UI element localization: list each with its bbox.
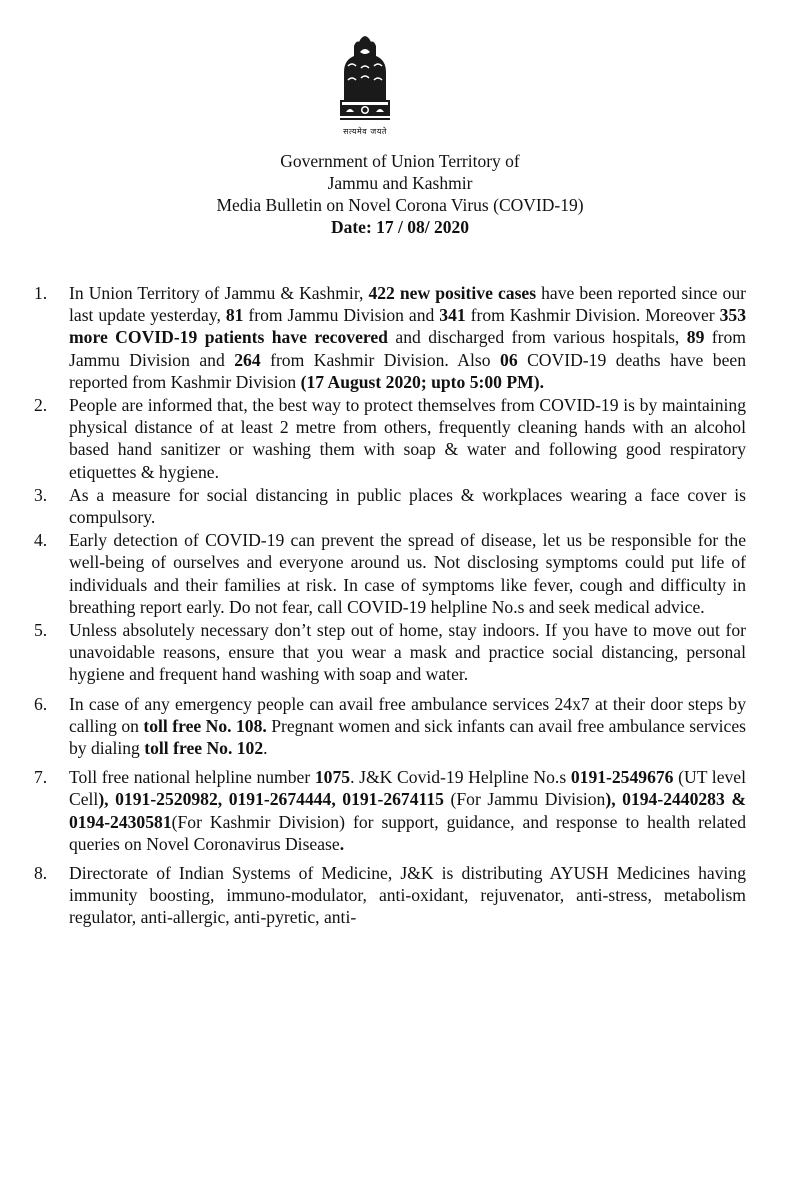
item-number: 4. <box>34 530 48 551</box>
item-text-bold: 0191-2549676 <box>570 767 674 788</box>
item-text: from Kashmir Division. Moreover <box>465 305 720 326</box>
header-bulletin-title: Media Bulletin on Novel Corona Virus (COVID-19) <box>216 195 584 215</box>
item-text: As a measure for social distancing in public places & workplaces wearing a face cover is compulsory. <box>69 484 746 528</box>
item-text-bold: 264 <box>234 349 261 370</box>
bulletin-item <box>34 394 746 483</box>
item-number: 6. <box>34 693 48 714</box>
item-text: have been reported since our last update yesterday, <box>69 283 746 326</box>
header-government-line: Government of Union Territory of <box>280 151 520 171</box>
bulletin-item <box>34 529 746 618</box>
item-text-bold: toll free No. 102 <box>144 738 264 759</box>
item-text: . <box>263 738 268 759</box>
bulletin-item-list <box>34 282 746 929</box>
item-text: from Kashmir Division. Also <box>260 349 501 370</box>
item-text: Early detection of COVID-19 can prevent the spread of disease, let us be responsible for the well-being of ourselves and everyone around us. Not disclosing symptoms could put life of individuals and their families at risk. In case of symptoms like fever, cough and difficulty in breathing report early. Do not fear, call COVID-19 helpline No.s and seek medical advice. <box>69 530 746 617</box>
item-number: 5. <box>34 620 48 641</box>
item-text: Pregnant women and sick infants can avail free ambulance services by dialing <box>69 715 746 759</box>
item-text-bold: 81 <box>225 305 244 326</box>
item-text: from Jammu Division and <box>243 305 440 326</box>
item-text: . J&K Covid-19 Helpline No.s <box>350 767 571 788</box>
item-text-bold: (17 August 2020; upto 5:00 PM). <box>300 371 544 392</box>
item-text: from Jammu Division and <box>69 327 746 370</box>
bulletin-item <box>34 484 746 528</box>
item-text-bold: . <box>339 833 345 854</box>
emblem <box>325 32 405 140</box>
bulletin-item <box>34 766 746 855</box>
bulletin-header <box>0 150 800 238</box>
item-number: 2. <box>34 395 48 416</box>
item-text: and discharged from various hospitals, <box>387 327 687 348</box>
item-text: In case of any emergency people can avail free ambulance services 24x7 at their door steps by calling on <box>69 693 746 736</box>
item-text-bold: 353 more COVID-19 patients have recovered <box>69 305 746 348</box>
item-number: 7. <box>34 767 48 788</box>
item-text: COVID-19 deaths have been reported from Kashmir Division <box>69 349 746 392</box>
item-text: (For Kashmir Division) for support, guidance, and response to health related queries on Novel Coronavirus Disease <box>69 811 746 854</box>
item-number: 8. <box>34 863 48 884</box>
item-text: Directorate of Indian Systems of Medicine, J&K is distributing AYUSH Medicines having immunity boosting, immuno-modulator, anti-oxidant, rejuvenator, anti-stress, metabolism regulator, anti-allergic, anti-pyretic, anti- <box>69 863 746 928</box>
item-text-bold: 06 <box>500 349 518 370</box>
national-emblem-icon <box>330 32 400 126</box>
item-text: (For Jammu Division <box>443 789 606 810</box>
bulletin-item <box>34 862 746 929</box>
item-text-bold: ), 0194-2440283 & 0194-2430581 <box>69 789 746 832</box>
bulletin-item <box>34 619 746 686</box>
emblem-motto: सत्यमेव जयते <box>343 127 387 136</box>
item-text-bold: ), 0191-2520982, 0191-2674444, 0191-2674115 <box>98 789 444 810</box>
item-text: (UT level Cell <box>69 767 746 810</box>
header-date: Date: 17 / 08/ 2020 <box>330 217 470 237</box>
bulletin-item <box>34 693 746 760</box>
item-number: 1. <box>34 283 48 303</box>
bulletin-item <box>34 282 746 393</box>
item-text-bold: 1075 <box>314 767 351 788</box>
item-text-bold: 89 <box>686 327 705 348</box>
item-text: In Union Territory of Jammu & Kashmir, <box>69 283 369 303</box>
item-text: People are informed that, the best way to protect themselves from COVID-19 is by maintaining physical distance of at least 2 metre from others, frequently cleaning hands with an alcohol based hand sanitizer or washing them with soap & water and following good respiratory etiquettes & hygiene. <box>69 395 746 482</box>
item-text-bold: 422 new positive cases <box>368 283 537 303</box>
item-text: Toll free national helpline number <box>69 767 315 788</box>
item-text-bold: 341 <box>439 305 466 326</box>
header-region-line: Jammu and Kashmir <box>327 173 473 193</box>
item-number: 3. <box>34 484 48 505</box>
item-text-bold: toll free No. 108. <box>143 715 267 736</box>
item-text: Unless absolutely necessary don’t step out of home, stay indoors. If you have to move out for unavoidable reasons, ensure that you wear a mask and practice social distancing, personal hygiene and frequent hand washing with soap and water. <box>69 620 746 685</box>
